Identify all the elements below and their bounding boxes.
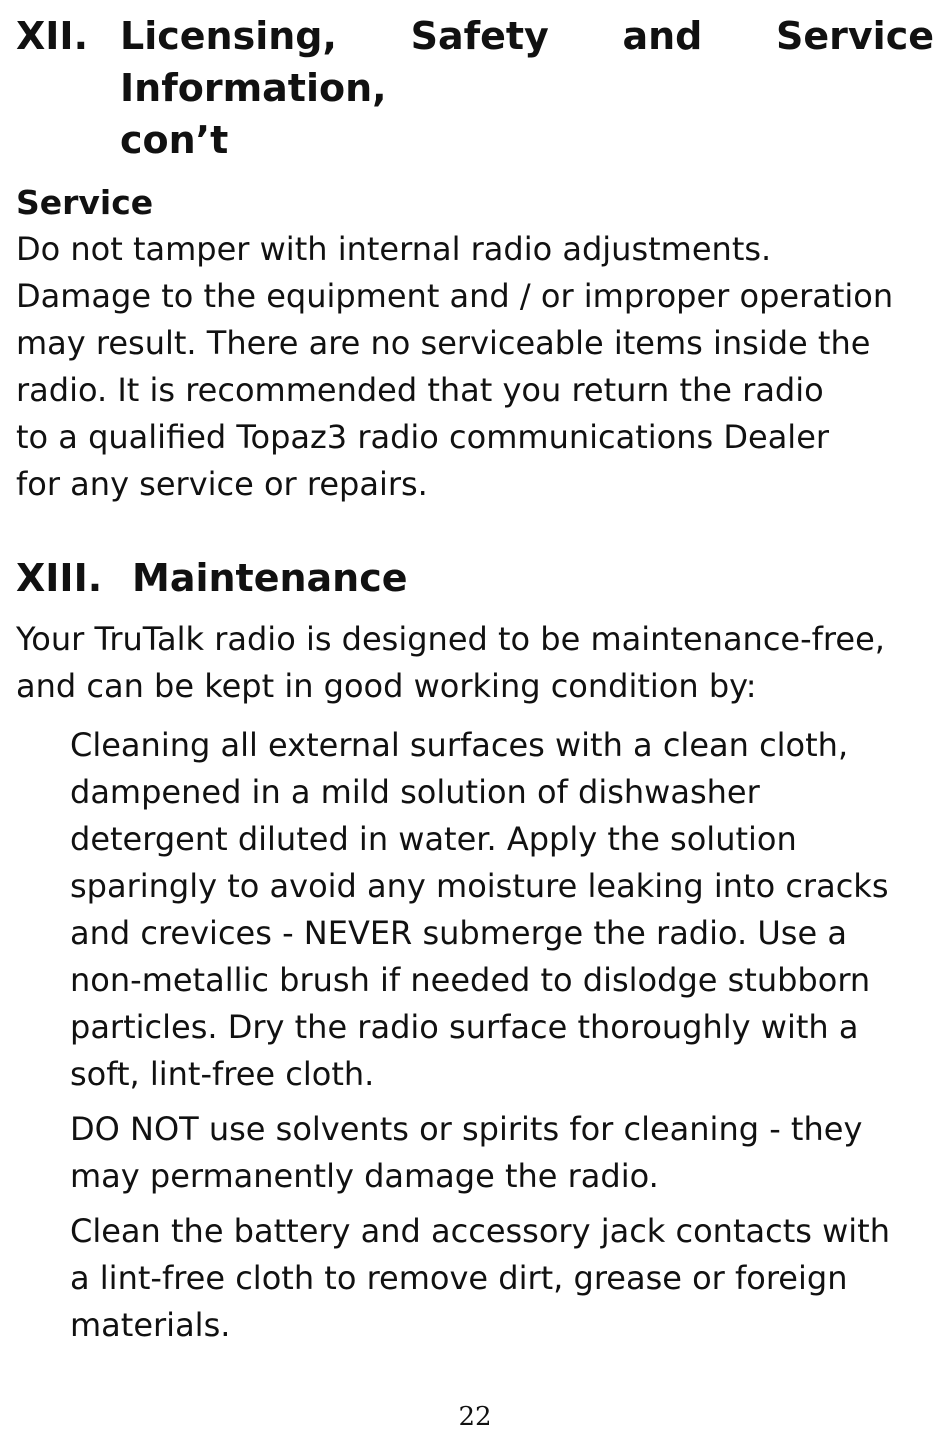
service-line: may result. There are no serviceable items inside the	[16, 324, 871, 362]
item-line: Clean the battery and accessory jack contacts with	[70, 1212, 890, 1250]
section-xii-title	[120, 10, 934, 166]
service-line: radio. It is recommended that you return the radio	[16, 371, 824, 409]
service-line: Do not tamper with internal radio adjustments.	[16, 230, 772, 268]
section-xii-number: XII.	[16, 14, 89, 58]
section-xii-title-line-2: con’t	[120, 118, 229, 162]
item-line: non-metallic brush if needed to dislodge stubborn	[70, 961, 871, 999]
item-line: a lint-free cloth to remove dirt, grease or foreign	[70, 1259, 848, 1297]
item-line: dampened in a mild solution of dishwasher	[70, 773, 760, 811]
section-xii-heading	[16, 10, 934, 166]
section-xiii-number: XIII.	[16, 556, 103, 600]
service-paragraph	[16, 226, 934, 508]
section-xiii-heading	[16, 552, 934, 604]
section-xii-title-line-1: Licensing, Safety and Service Information,	[120, 14, 934, 110]
item-line: materials.	[70, 1306, 231, 1344]
item-line: Cleaning all external surfaces with a clean cloth,	[70, 726, 849, 764]
service-line: Damage to the equipment and / or improper operation	[16, 277, 894, 315]
maintenance-item-no-solvents	[70, 1106, 934, 1200]
page-number: 22	[458, 1402, 492, 1432]
item-line: sparingly to avoid any moisture leaking into cracks	[70, 867, 889, 905]
item-line: and crevices - NEVER submerge the radio. Use a	[70, 914, 847, 952]
service-line: for any service or repairs.	[16, 465, 428, 503]
item-line: soft, lint-free cloth.	[70, 1055, 375, 1093]
maintenance-item-cleaning	[70, 722, 934, 1098]
maintenance-list	[70, 722, 934, 1349]
service-subheading: Service	[16, 183, 154, 222]
item-line: detergent diluted in water. Apply the solution	[70, 820, 797, 858]
section-xiii-title: Maintenance	[132, 556, 408, 600]
service-line: to a qualified Topaz3 radio communications Dealer	[16, 418, 830, 456]
item-line: may permanently damage the radio.	[70, 1157, 659, 1195]
intro-line: Your TruTalk radio is designed to be maintenance-free,	[16, 620, 885, 658]
item-line: DO NOT use solvents or spirits for cleaning - they	[70, 1110, 863, 1148]
manual-page	[16, 10, 934, 1357]
intro-line: and can be kept in good working condition by:	[16, 667, 757, 705]
item-line: particles. Dry the radio surface thoroughly with a	[70, 1008, 859, 1046]
maintenance-intro	[16, 616, 934, 710]
maintenance-item-contacts	[70, 1208, 934, 1349]
